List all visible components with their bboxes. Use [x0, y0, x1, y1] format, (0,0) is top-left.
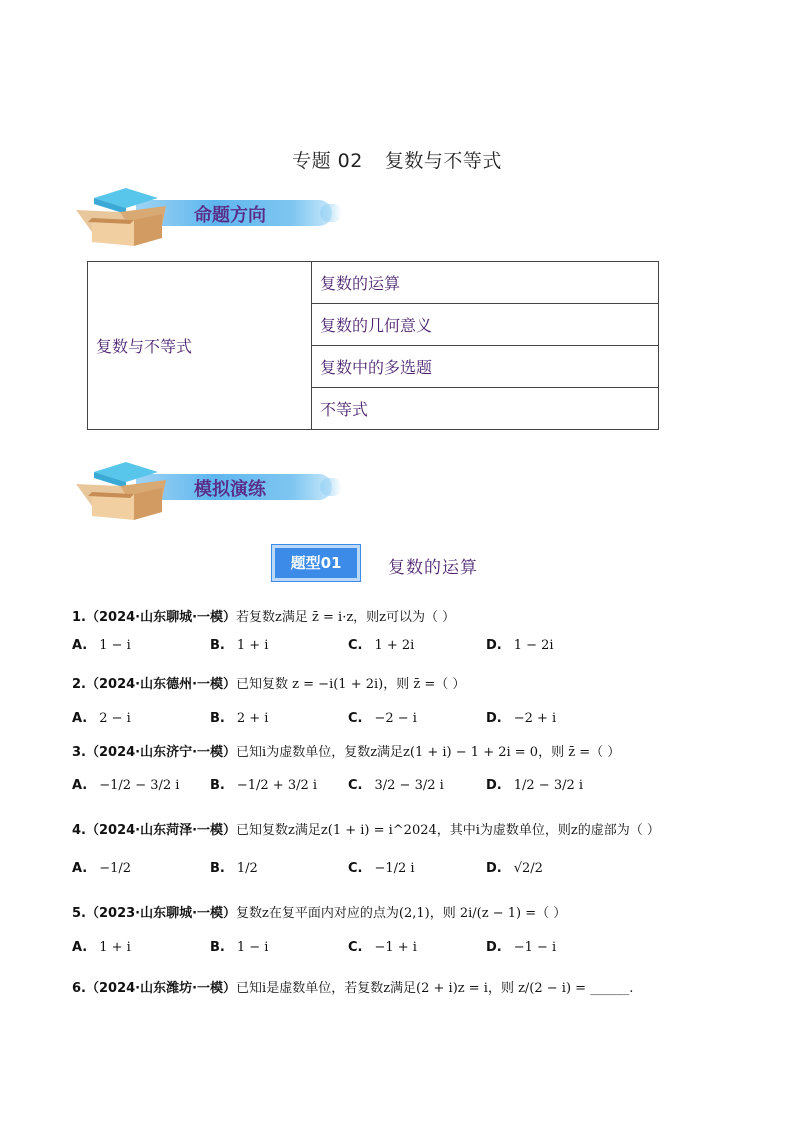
question-source: （2024·山东德州·一模） [85, 677, 237, 692]
option: A. −1/2 [72, 861, 132, 876]
question-stem: 已知复数z满足z(1 + i) = i^2024，其中i为虚数单位，则z的虚部为（ ） [236, 823, 660, 838]
question-number: 3. [72, 745, 86, 760]
option: B. 1 − i [210, 940, 269, 955]
box-icon [74, 184, 174, 248]
box-icon [74, 458, 174, 522]
title-prefix: 专题 02 [292, 150, 363, 172]
banner-title: 模拟演练 [194, 479, 266, 500]
question-stem: 已知复数 z = −i(1 + 2i)，则 z̄ =（ ） [236, 677, 466, 692]
option: D. −1 − i [486, 940, 557, 955]
question-source: （2024·山东菏泽·一模） [85, 823, 237, 838]
options-row [72, 861, 632, 889]
option: D. √2/2 [486, 861, 543, 876]
question-number: 5. [72, 906, 86, 921]
option: C. 3/2 − 3/2 i [348, 778, 444, 793]
question-number: 6. [72, 981, 86, 996]
topic-item: 不等式 [312, 388, 659, 430]
question-number: 1. [72, 610, 86, 625]
question-number: 2. [72, 677, 86, 692]
question-number: 4. [72, 823, 86, 838]
topics-table [87, 261, 659, 430]
option: A. 2 − i [72, 711, 131, 726]
banner-direction [74, 184, 334, 248]
question [72, 819, 660, 838]
options-row [72, 778, 632, 806]
topic-item: 复数的几何意义 [312, 304, 659, 346]
options-row [72, 711, 632, 739]
question-stem: 已知i是虚数单位，若复数z满足(2 + i)z = i，则 z/(2 − i) = ______. [236, 981, 634, 996]
option: A. −1/2 − 3/2 i [72, 778, 180, 793]
page-title [0, 146, 794, 173]
option: C. −1 + i [348, 940, 417, 955]
topic-item: 复数中的多选题 [312, 346, 659, 388]
question-source: （2024·山东聊城·一模） [85, 610, 237, 625]
option: D. 1/2 − 3/2 i [486, 778, 584, 793]
type-badge-label: 题型01 [272, 545, 360, 581]
topic-item: 复数的运算 [312, 262, 659, 304]
option: C. −2 − i [348, 711, 417, 726]
option: B. 1 + i [210, 638, 269, 653]
option: D. −2 + i [486, 711, 557, 726]
option: B. 1/2 [210, 861, 258, 876]
question [72, 977, 633, 996]
question-source: （2024·山东潍坊·一模） [85, 981, 237, 996]
topics-category: 复数与不等式 [88, 262, 312, 430]
options-row [72, 940, 632, 968]
option: A. 1 + i [72, 940, 131, 955]
option: B. −1/2 + 3/2 i [210, 778, 318, 793]
question-stem: 已知i为虚数单位，复数z满足z(1 + i) − 1 + 2i = 0，则 z̄ =（ ） [236, 745, 621, 760]
option: A. 1 − i [72, 638, 131, 653]
type-badge-title: 复数的运算 [388, 558, 478, 578]
question [72, 606, 455, 625]
question-source: （2023·山东聊城·一模） [85, 906, 237, 921]
banner-title: 命题方向 [194, 205, 266, 226]
question-stem: 复数z在复平面内对应的点为(2,1)，则 2i/(z − 1) =（ ） [236, 906, 567, 921]
question [72, 902, 566, 921]
option: B. 2 + i [210, 711, 269, 726]
question-stem: 若复数z满足 z̄ = i·z，则z可以为（ ） [236, 610, 456, 625]
option: C. 1 + 2i [348, 638, 415, 653]
title-main: 复数与不等式 [384, 150, 502, 172]
banner-practice [74, 458, 334, 522]
option: D. 1 − 2i [486, 638, 554, 653]
question-source: （2024·山东济宁·一模） [85, 745, 237, 760]
option: C. −1/2 i [348, 861, 415, 876]
question [72, 673, 465, 692]
question [72, 741, 620, 760]
options-row [72, 638, 632, 666]
